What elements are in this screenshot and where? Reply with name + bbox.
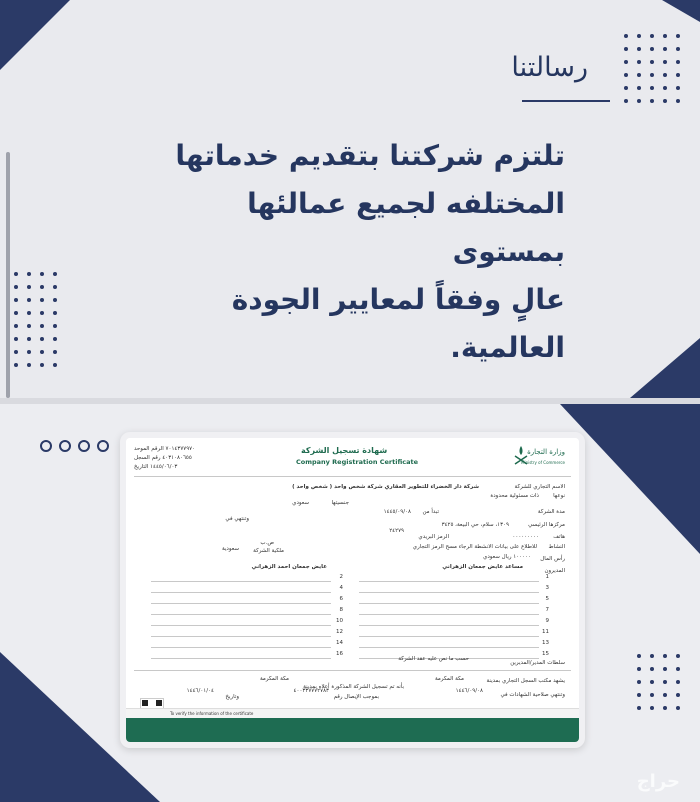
row-line	[359, 614, 539, 615]
type-label: نوعها	[553, 493, 565, 499]
cr-number: ٤٠٣١٠٨٠٦٥٥ رقم السجل	[134, 455, 192, 461]
hq-label: مركزها الرئيسي	[528, 522, 565, 528]
watermark-logo: حراج	[636, 771, 680, 792]
postal-label: الرمز البريدي	[418, 534, 449, 540]
row-line	[151, 647, 331, 648]
dot-grid-bottom-right	[637, 654, 680, 710]
row-line	[359, 581, 539, 582]
type-value: ذات مسئولية محدودة	[490, 493, 539, 499]
company-name-label: الاسم التجاري للشركة	[514, 484, 565, 490]
ends-label: وتنتهي في	[225, 516, 249, 522]
certificate-footer-band	[126, 718, 579, 742]
branch-value: سعودية	[221, 546, 239, 552]
postal-value: ٢٤٢٧٩	[389, 528, 404, 534]
certificate-footer-strip	[126, 708, 579, 718]
row-number-left: 8	[339, 607, 343, 613]
reg-no-value: ٤٠٠٣٣٧٧٧٢٧٨٣	[293, 688, 329, 694]
hq-value: ١٣٠٩، سلام، حي البيعة، ٣٤٢٥	[441, 522, 509, 528]
pobox-label: ص.ب	[260, 540, 274, 546]
nationality-value: سعودي	[292, 500, 309, 506]
footer-note: To verify the information of the certificate	[170, 711, 254, 716]
capital-label: رأس المال	[540, 556, 565, 562]
statement-line: المختلفه لجميع عمالئها بمستوى	[247, 187, 565, 268]
row-number-left: 12	[336, 629, 343, 635]
managers-label: المديرون	[544, 568, 565, 574]
registration-certificate	[120, 432, 585, 748]
office-value: مكة المكرمة	[434, 676, 464, 682]
unified-number: ٧٠١٤٣٧٧٩٧٠ الرقم الموحد	[134, 446, 196, 452]
heading-underline	[522, 100, 610, 102]
row-number-left: 4	[339, 585, 343, 591]
nationality-label: جنسيتها	[331, 500, 349, 506]
row-number-left: 14	[336, 640, 343, 646]
capital-value: ١٠٠٠٠٠ ريال سعودي	[483, 554, 531, 560]
corner-triangle-bottom-right	[630, 338, 700, 398]
corner-triangle-top-right	[662, 0, 700, 22]
statement-line: تلتزم شركتنا بتقديم خدماتها	[175, 139, 565, 172]
authority-value: حسب ما نص عليه عقد الشركة	[398, 656, 469, 662]
row-number-left: 2	[339, 574, 343, 580]
row-line	[151, 603, 331, 604]
date2-label: وتاريخ	[225, 694, 239, 700]
row-number-right: 7	[545, 607, 549, 613]
row-line	[151, 625, 331, 626]
row-number-right: 11	[542, 629, 549, 635]
dot-grid-top-right	[624, 34, 680, 103]
row-number-left: 16	[336, 651, 343, 657]
row-number-right: 3	[545, 585, 549, 591]
start-label: تبدأ من	[422, 509, 439, 515]
mission-panel	[0, 0, 700, 398]
row-line	[359, 603, 539, 604]
row-number-right: 13	[542, 640, 549, 646]
row-number-right: 1	[545, 574, 549, 580]
certificate-title-en: Company Registration Certificate	[296, 458, 419, 466]
phone-label: هاتف	[553, 534, 565, 540]
row-number-right: 15	[542, 651, 549, 657]
row-line	[151, 658, 331, 659]
registered-label: بأنه تم تسجيل الشركة المذكورة أعلاه بمدينة	[303, 684, 404, 690]
row-number-right: 5	[545, 596, 549, 602]
corner-triangle-top-left	[0, 0, 70, 70]
row-line	[359, 625, 539, 626]
ministry-name-en: Ministry of Commerce	[521, 460, 565, 465]
manager-1: مساعد عايض جمعان الزهراني	[442, 564, 523, 570]
mission-statement	[135, 132, 565, 372]
company-name: شركة دار الخضراء للتطوير العقاري شركة شخص واحد ( شخص واحد )	[292, 484, 479, 490]
branch-label: ملكية الشركة	[253, 548, 284, 554]
activity-value: للاطلاع على بيانات الانشطة الرجاء مسح الرمز التجاري	[412, 544, 537, 550]
row-line	[151, 614, 331, 615]
authority-label: سلطات المدير/المديرين	[510, 660, 565, 666]
row-line	[359, 592, 539, 593]
cert-end-label: وتنتهي صلاحية الشهادات في	[500, 692, 565, 698]
date2-value: ١٤٤٦/٠١/٠٤	[186, 688, 214, 694]
row-line	[151, 636, 331, 637]
statement-line: عالٍ وفقاً لمعايير الجودة العالمية.	[231, 283, 565, 364]
activity-label: النشاط	[548, 544, 565, 550]
certificate-date: ١٤٤٥/٠٦/٠٣ التاريخ	[134, 464, 178, 470]
row-line	[151, 592, 331, 593]
row-line	[151, 581, 331, 582]
reg-no-label: بموجب الإيصال رقم	[333, 694, 379, 700]
office-label: يشهد مكتب السجل التجاري بمدينة	[486, 678, 565, 684]
row-number-left: 10	[336, 618, 343, 624]
row-number-right: 9	[545, 618, 549, 624]
row-line	[359, 647, 539, 648]
phone-value: ٠٠٠٠٠٠٠٠٠	[512, 534, 539, 540]
row-number-left: 6	[339, 596, 343, 602]
mission-heading: رسالتنا	[511, 52, 588, 83]
cert-end-value: ١٤٤٦/٠٩/٠٨	[455, 688, 483, 694]
ministry-name-ar: وزارة التجارة	[527, 448, 565, 456]
start-value: ١٤٤٥/٠٩/٠٨	[383, 509, 411, 515]
certificate-title-ar: شهادة تسجيل الشركة	[301, 446, 388, 455]
circle-decoration	[40, 440, 109, 452]
dot-grid-bottom-left	[14, 272, 57, 367]
manager-2: عايض جمعان احمد الزهراني	[251, 564, 327, 570]
scrollbar[interactable]	[6, 152, 10, 398]
row-line	[359, 636, 539, 637]
office-value-2: مكة المكرمة	[259, 676, 289, 682]
duration-label: مدة الشركة	[537, 509, 565, 515]
